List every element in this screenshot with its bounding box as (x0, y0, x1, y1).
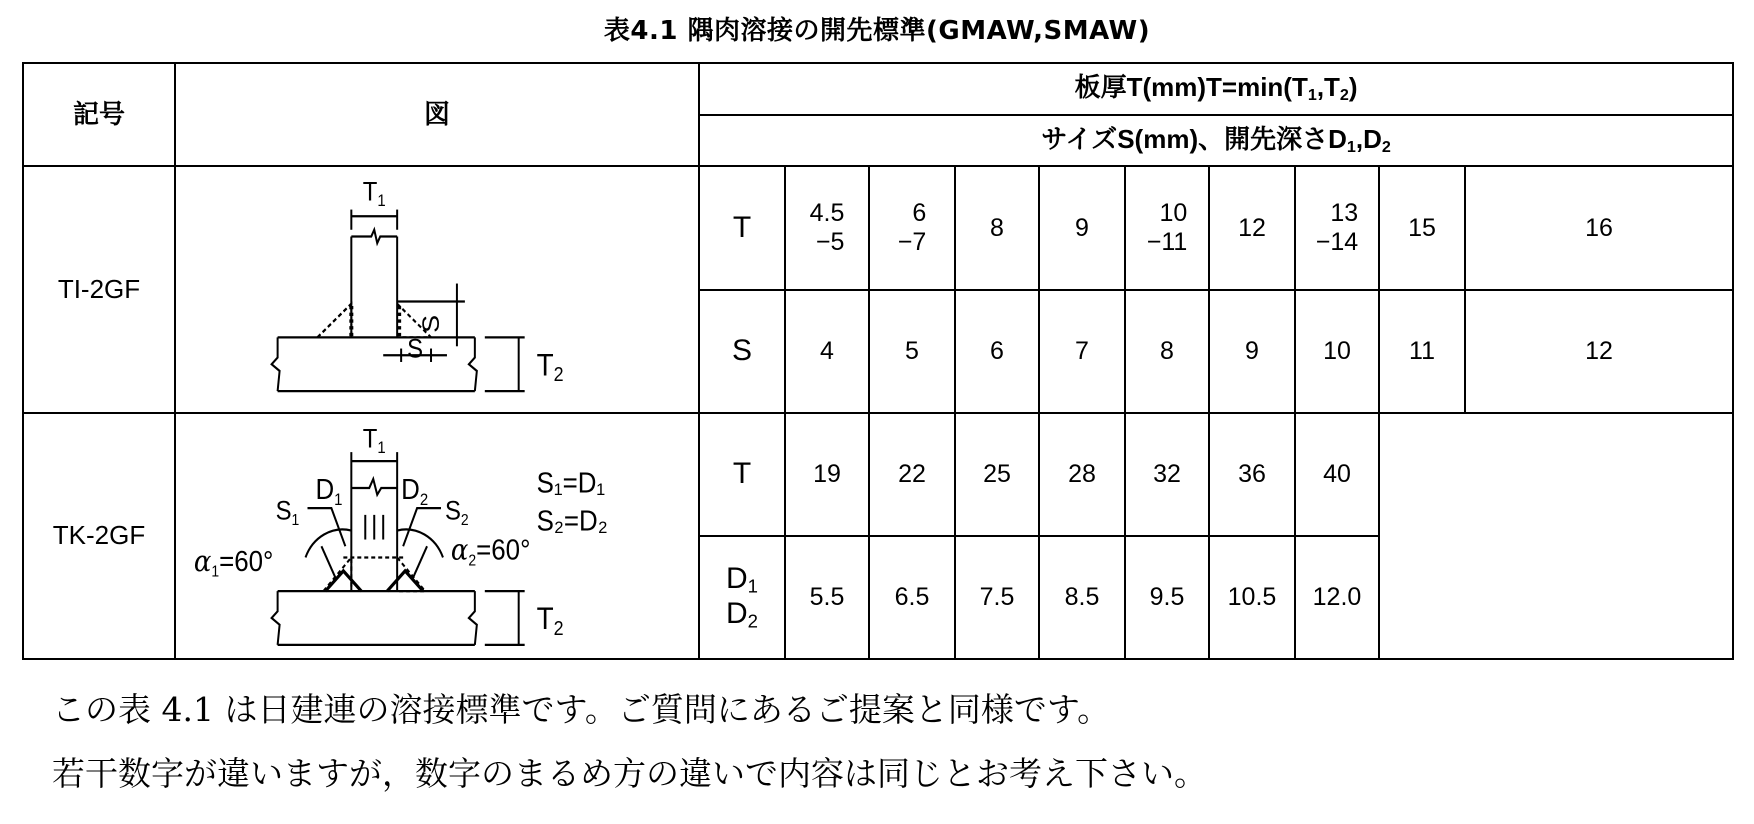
tk-t-2: 22 (869, 413, 955, 536)
s-bottom-label: S (407, 334, 424, 365)
alpha1-label: α1=60° (193, 544, 274, 581)
note-line-1: この表 4.1 は日建連の溶接標準です。ご質問にあるご提案と同様です。 (52, 690, 1111, 729)
table-row (23, 413, 1733, 536)
d2-label: D2 (401, 472, 429, 509)
row-label-t: T (699, 166, 785, 289)
ti-t-1: 4.5 −5 (785, 166, 869, 289)
ti-s-3: 6 (955, 290, 1039, 413)
header-row-1 (23, 63, 1733, 115)
ti-t-7: 13 −14 (1295, 166, 1379, 289)
tk-t-6: 36 (1209, 413, 1295, 536)
ti-s-2: 5 (869, 290, 955, 413)
s-side-label: S (418, 315, 445, 334)
ti-t-8: 15 (1379, 166, 1465, 289)
ti-s-5: 8 (1125, 290, 1209, 413)
tk-t-3: 25 (955, 413, 1039, 536)
tk-t-7: 40 (1295, 413, 1379, 536)
note-line-2: 若干数字が違いますが，数字のまるめ方の違いで内容は同じとお考え下さい。 (52, 754, 1207, 793)
t1-label: $T_1$ (362, 177, 386, 211)
t1-label: $T_1$ (362, 424, 386, 458)
table-title: 表4.1 隅肉溶接の開先標準(GMAW,SMAW) (603, 16, 1151, 46)
tk-d-5: 9.5 (1125, 536, 1209, 659)
t2-label: T2 (536, 348, 564, 387)
row-code: TI-2GF (23, 166, 175, 412)
tk-d-1: 5.5 (785, 536, 869, 659)
tk-d-4: 8.5 (1039, 536, 1125, 659)
ti-s-7: 10 (1295, 290, 1379, 413)
header-plate-thickness: 板厚$T(mm)T=\min(T_1,T_2)$ (699, 63, 1733, 115)
header-symbol: 記号 (23, 63, 175, 166)
tk-t-1: 19 (785, 413, 869, 536)
ti-t-3: 8 (955, 166, 1039, 289)
s1-eq-d1: S₁=D₁ (536, 465, 606, 499)
s2-label: $S_2$ (444, 495, 469, 529)
row-label-d: $D_1$ $D_2$ (699, 536, 785, 659)
ti-t-9: 16 (1465, 166, 1733, 289)
tk-d-7: 12.0 (1295, 536, 1379, 659)
d1-label: D1 (315, 472, 343, 509)
tk-d-6: 10.5 (1209, 536, 1295, 659)
ti-s-4: 7 (1039, 290, 1125, 413)
ti-s-9: 12 (1465, 290, 1733, 413)
tk-d-3: 7.5 (955, 536, 1039, 659)
row-code: TK-2GF (23, 413, 175, 659)
row-label-s: S (699, 290, 785, 413)
ti-s-8: 11 (1379, 290, 1465, 413)
s2-eq-d2: S₂=D₂ (536, 503, 608, 537)
header-figure: 図 (175, 63, 699, 166)
row-label-t: T (699, 413, 785, 536)
ti-t-5: 10 −11 (1125, 166, 1209, 289)
empty-cell (1379, 413, 1733, 659)
groove-standard-table (22, 62, 1734, 660)
ti-t-6: 12 (1209, 166, 1295, 289)
ti-s-1: 4 (785, 290, 869, 413)
tk-d-2: 6.5 (869, 536, 955, 659)
ti-t-2: 6 −7 (869, 166, 955, 289)
tk-t-4: 28 (1039, 413, 1125, 536)
table-row (23, 166, 1733, 289)
ti-t-4: 9 (1039, 166, 1125, 289)
ti-s-6: 9 (1209, 290, 1295, 413)
alpha2-label: α2=60° (450, 532, 531, 570)
t2-label: T2 (536, 601, 564, 640)
header-size-depth: サイズS(mm)、開先深さ$D_1,D_2$ (699, 115, 1733, 167)
tk-t-5: 32 (1125, 413, 1209, 536)
s1-label: $S_1$ (275, 495, 300, 529)
ti-2gf-figure (175, 166, 699, 412)
tk-2gf-figure (175, 413, 699, 659)
